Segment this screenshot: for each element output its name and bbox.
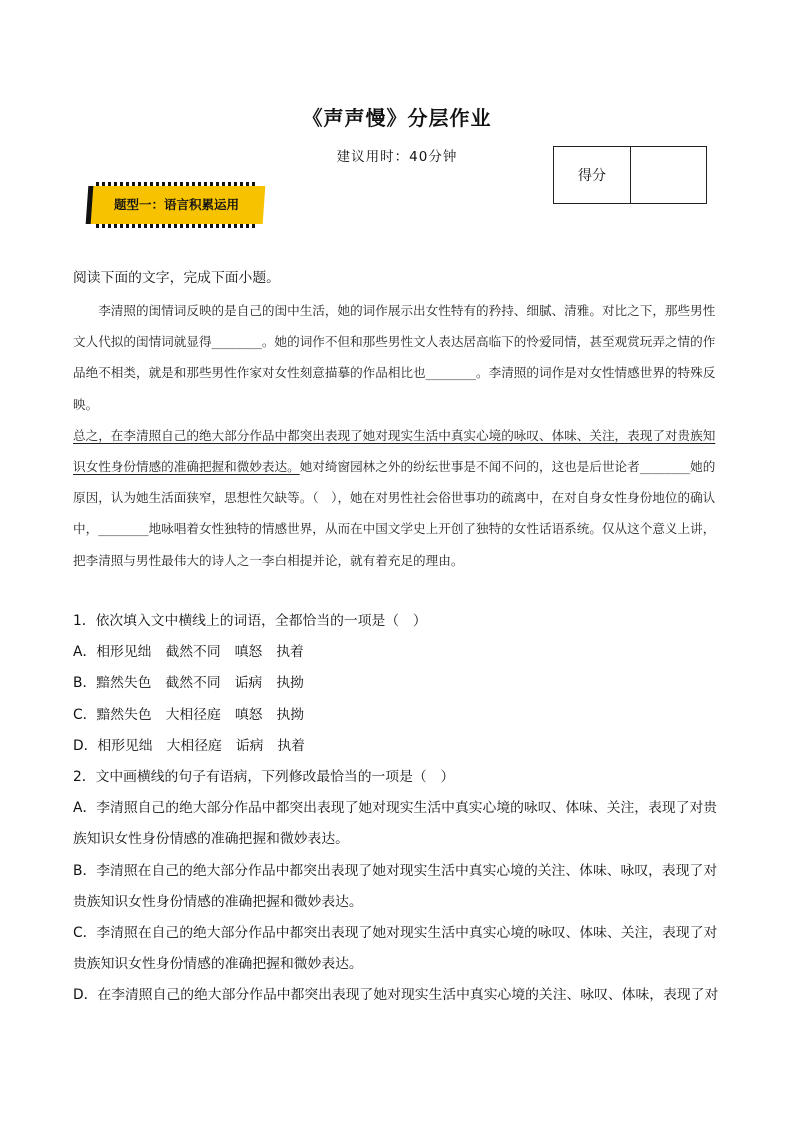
option-word: 相形见绌: [97, 737, 153, 754]
question-2-option-b: B．李清照在自己的绝大部分作品中都突出表现了她对现实生活中真实心境的关注、体味、咏叹，表现了对贵族知识女性身份情感的准确把握和微妙表达。: [73, 862, 718, 910]
question-2-stem: 2．文中画横线的句子有语病，下列修改最恰当的一项是（ ）: [73, 769, 455, 786]
option-word: 执拗: [276, 675, 304, 692]
section-tag-label: 题型一：语言积累运用: [114, 197, 240, 212]
question-2-option-d: D．在李清照自己的绝大部分作品中都突出表现了她对现实生活中真实心境的关注、咏叹、体味，表现了对: [73, 987, 719, 1004]
option-letter: B．: [73, 675, 97, 692]
option-word: 大相径庭: [165, 706, 221, 723]
questions: [73, 606, 723, 1012]
option-word: 嗔怒: [234, 706, 263, 723]
passage-paragraph-2: [73, 420, 723, 576]
decorative-dots-bottom: [96, 224, 256, 228]
option-word: 执着: [276, 644, 304, 661]
question-2-option-c: C．李清照在自己的绝大部分作品中都突出表现了她对现实生活中真实心境的咏叹、体味、关注，表现了对贵族知识女性身份情感的准确把握和微妙表达。: [73, 925, 718, 973]
option-word: 诟病: [235, 737, 264, 754]
score-table: [553, 146, 707, 204]
question-1-stem: 1．依次填入文中横线上的词语，全都恰当的一项是（ ）: [73, 613, 427, 629]
underlined-sentence: 总之，在李清照自己的绝大部分作品中都突出表现了她对现实生活中真实心境的咏叹、体味、关注，表现了对贵族知识女性身份情感的准确把握和微妙表达。: [73, 427, 716, 475]
option-word: 截然不同: [165, 644, 221, 661]
section-tag: [86, 182, 264, 228]
option-word: 截然不同: [165, 675, 221, 692]
reading-passage: [73, 295, 723, 576]
instructions: 阅读下面的文字，完成下面小题。: [73, 270, 280, 286]
question-1-option-d: [73, 731, 723, 762]
suggested-time: 建议用时：40分钟: [336, 149, 458, 165]
score-label: 得分: [554, 147, 631, 203]
page-title: 《声声慢》分层作业: [302, 106, 492, 130]
option-word: 嗔怒: [234, 644, 263, 661]
question-1-option-a: [73, 637, 723, 668]
option-word: 执拗: [276, 706, 304, 723]
option-word: 执着: [277, 737, 305, 754]
question-1-option-b: [73, 668, 723, 699]
score-value: [631, 147, 706, 203]
option-letter: D．: [73, 737, 98, 754]
option-word: 诟病: [234, 675, 263, 692]
option-letter: A．: [73, 644, 97, 661]
option-word: 黯然失色: [96, 706, 152, 723]
option-letter: C．: [73, 706, 97, 723]
option-word: 黯然失色: [96, 675, 152, 692]
passage-paragraph-1: 李清照的闺情词反映的是自己的闺中生活，她的词作展示出女性特有的矜持、细腻、清雅。对比之下，那些男性文人代拟的闺情词就显得________。她的词作不但和那些男性文人表达居高临下的怜爱同情，甚至观赏玩弄之情的作品绝不相类，就是和那些男性作家对女性刻意描摹的作品相比也________。李清照的词作是对女性情感世界的特殊反映。: [73, 303, 716, 412]
passage-paragraph-2-rest: 她对绮窗园林之外的纷纭世事是不闻不问的，这也是后世论者________她的原因，认为她生活面狭窄，思想性欠缺等。（ ），她在对男性社会俗世事功的疏离中，在对自身女性身份地位的确认中，________地咏唱着女性独特的情感世界，从而在中国文学史上开创了独特的女性话语系统。仅从这个意义上讲，把李清照与男性最伟大的诗人之一李白相提并论，就有着充足的理由。: [73, 459, 716, 568]
option-word: 大相径庭: [166, 737, 222, 754]
question-2-option-a: A．李清照自己的绝大部分作品中都突出表现了她对现实生活中真实心境的咏叹、体味、关注，表现了对贵族知识女性身份情感的准确把握和微妙表达。: [73, 800, 718, 848]
question-1-option-c: [73, 700, 723, 731]
option-word: 相形见绌: [96, 644, 152, 661]
